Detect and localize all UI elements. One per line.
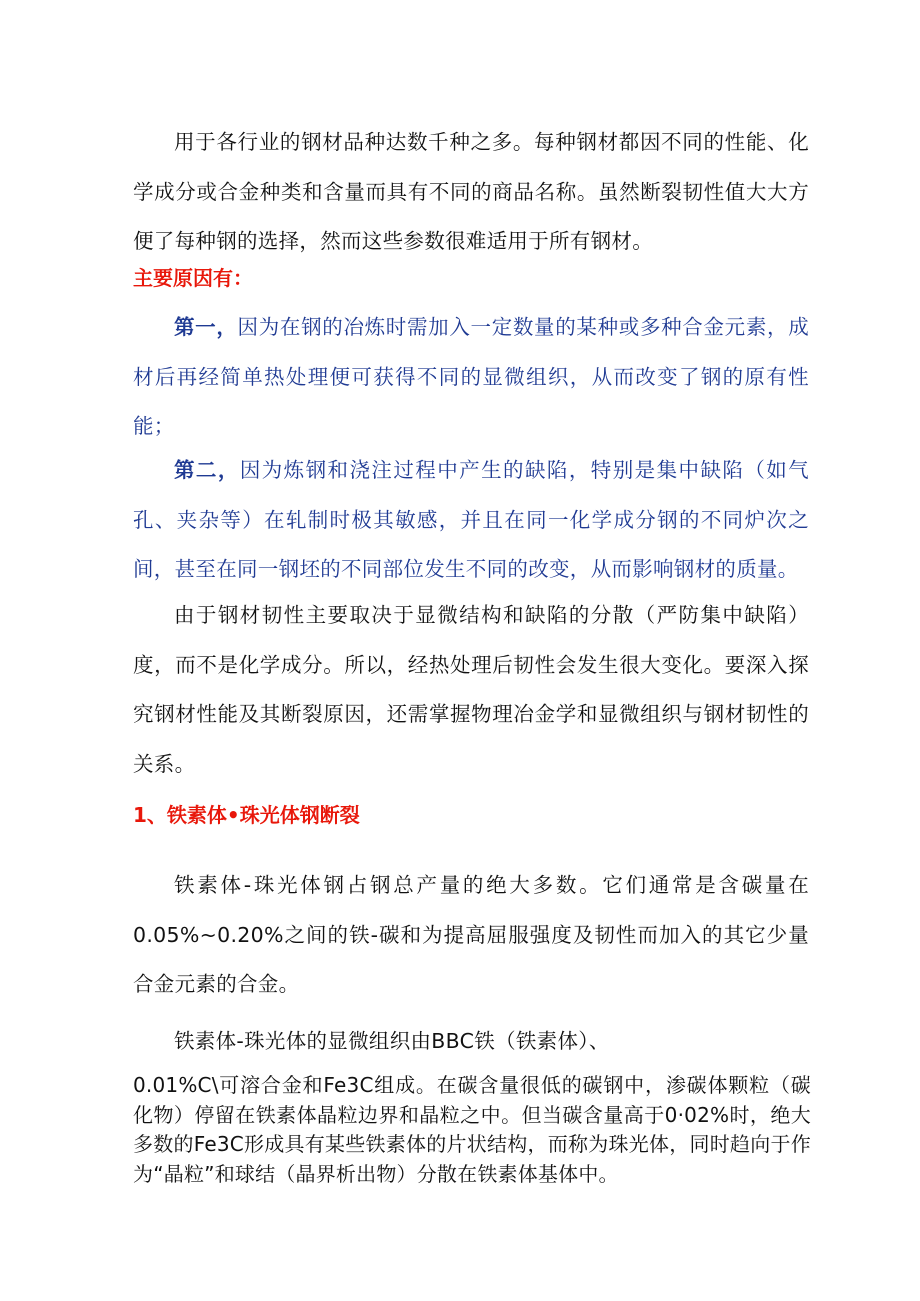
reason-second-paragraph <box>133 446 809 595</box>
reason-first-text: 因为在钢的冶炼时需加入一定数量的某种或多种合金元素，成材后再经简单热处理便可获得不同的显微组织，从而改变了钢的原有性能； <box>133 315 809 438</box>
section-1-heading: 1、铁素体•珠光体钢断裂 <box>133 803 360 827</box>
toughness-paragraph: 由于钢材韧性主要取决于显微结构和缺陷的分散（严防集中缺陷）度，而不是化学成分。所以，经热处理后韧性会发生很大变化。要深入探究钢材性能及其断裂原因，还需掌握物理冶金学和显微组织与钢材韧性的关系。 <box>133 603 809 776</box>
reason-first-paragraph <box>133 303 809 452</box>
main-reasons-heading: 主要原因有： <box>133 266 253 290</box>
ferrite-pearlite-intro-paragraph: 铁素体-珠光体钢占钢总产量的绝大多数。它们通常是含碳量在0.05%~0.20%之间的铁-碳和为提高屈服强度及韧性而加入的其它少量合金元素的合金。 <box>133 873 809 996</box>
intro-paragraph: 用于各行业的钢材品种达数千种之多。每种钢材都因不同的性能、化学成分或合金种类和含量而具有不同的商品名称。虽然断裂韧性值大大方便了每种钢的选择，然而这些参数很难适用于所有钢材。 <box>133 130 809 253</box>
reason-second-text: 因为炼钢和浇注过程中产生的缺陷，特别是集中缺陷（如气孔、夹杂等）在轧制时极其敏感，并且在同一化学成分钢的不同炉次之间，甚至在同一钢坯的不同部位发生不同的改变，从而影响钢材的质量。 <box>133 458 809 581</box>
microstructure-detail-paragraph: 0.01%C\可溶合金和Fe3C组成。在碳含量很低的碳钢中，渗碳体颗粒（碳化物）停留在铁素体晶粒边界和晶粒之中。但当碳含量高于0·02%时，绝大多数的Fe3C形成具有某些铁素体的片状结构，而称为珠光体，同时趋向于作为“晶粒”和球结（晶界析出物）分散在铁素体基体中。 <box>133 1073 811 1186</box>
reason-second-lead: 第二， <box>174 458 240 482</box>
microstructure-line: 铁素体-珠光体的显微组织由BBC铁（铁素体）、 <box>174 1029 610 1053</box>
reason-first-lead: 第一， <box>174 315 238 339</box>
